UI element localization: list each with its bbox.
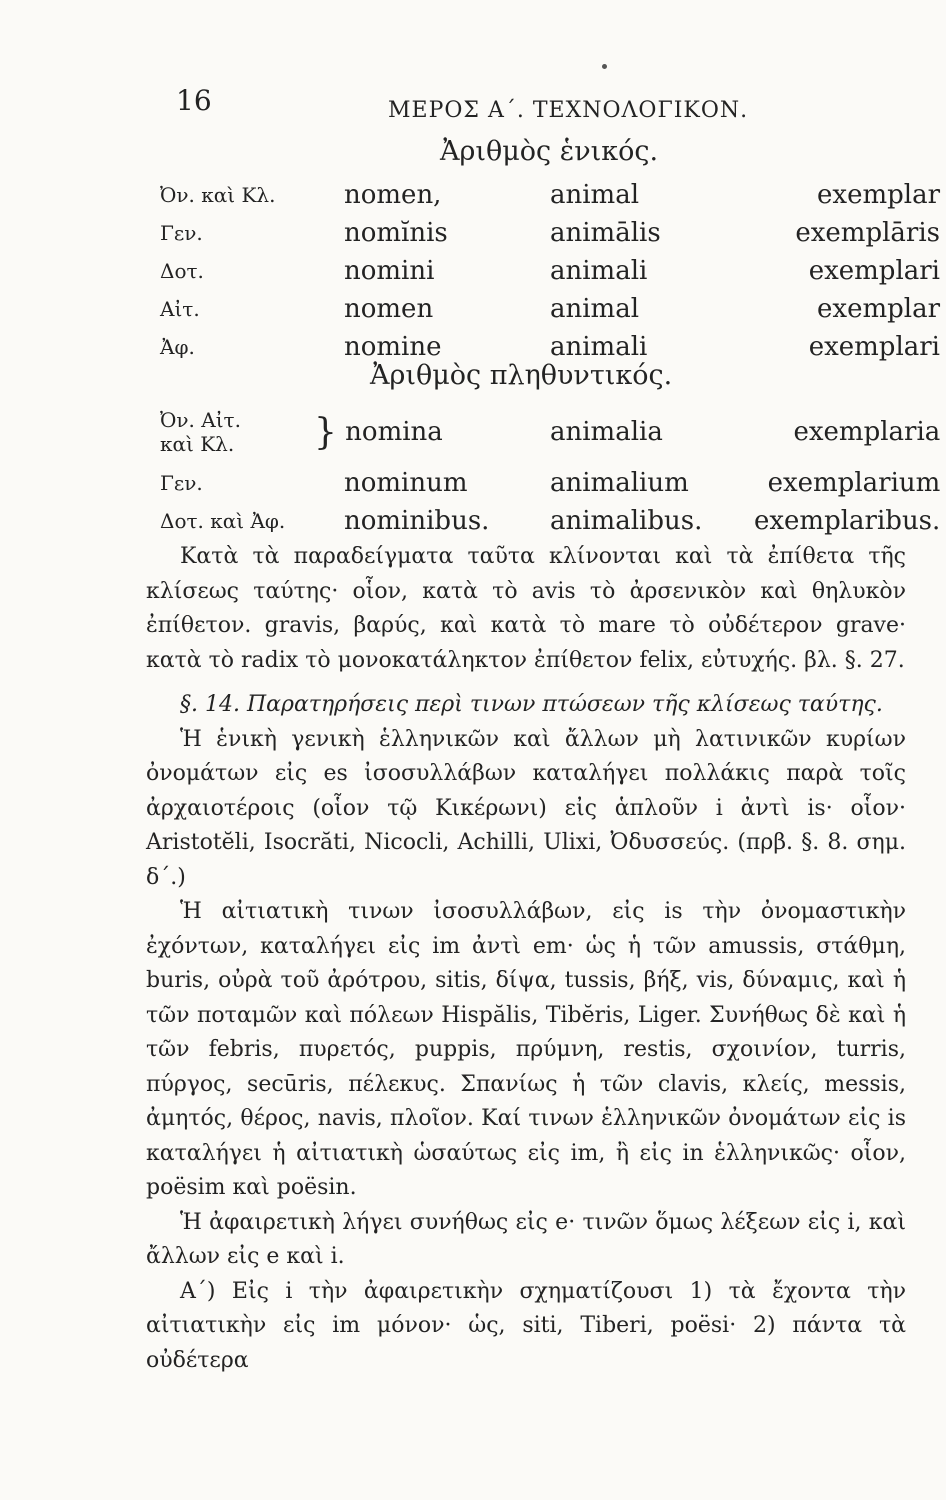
case-label-line: καὶ Κλ. [160, 432, 235, 456]
paragraph: Α΄) Εἰς i τὴν ἀφαιρετικὴν σχηματίζουσι 1) τὰ ἔχοντα τὴν αἰτιατικὴν εἰς im μόνον· ὡς, siti, Tiberi, poësi· 2) πάντα τὰ οὐδέτερα [146, 1278, 906, 1373]
form-exemplar: exemplaribus. [754, 506, 941, 536]
form-nomen: nomĭnis [344, 218, 448, 248]
form-nomen [314, 400, 550, 464]
case-label: Δοτ. καὶ Ἀφ. [160, 509, 286, 533]
form-animal: animal [550, 294, 640, 324]
singular-caption: Ἀριθμὸς ἑνικός. [440, 136, 659, 167]
form-exemplar: exemplar [817, 294, 940, 324]
table-row [160, 400, 940, 464]
table-row [160, 290, 940, 328]
paragraph: Κατὰ τὰ παραδείγματα ταῦτα κλίνονται καὶ τὰ ἐπίθετα τῆς κλίσεως ταύτης· οἷον, κατὰ τὸ avis τὸ ἀρσενικὸν καὶ θηλυκὸν ἐπίθετον. gravis, βαρύς, καὶ κατὰ τὸ mare τὸ οὐδέτερον grave· κατὰ τὸ radix τὸ μονοκατάληκτον ἐπίθετον felix, εὐτυχής. βλ. §. 27. [146, 544, 906, 673]
form-nomen: nomine [344, 332, 442, 362]
form-nomen: nominibus. [344, 506, 490, 536]
form-exemplar: exemplar [817, 180, 940, 210]
form-exemplar: exemplari [808, 332, 940, 362]
form-animal: animālis [550, 218, 661, 248]
form-text: nomina [345, 417, 443, 447]
page-header [0, 84, 946, 124]
case-label-line: Ὀν. Αἰτ. [160, 408, 241, 432]
form-nomen: nominum [344, 468, 468, 498]
case-label: Ἀφ. [160, 335, 195, 359]
form-animal: animali [550, 256, 648, 286]
form-nomen: nomini [344, 256, 435, 286]
plural-caption: Ἀριθμὸς πληθυντικός. [370, 360, 673, 391]
paragraph: Ἡ ἀφαιρετικὴ λήγει συνήθως εἰς e· τινῶν ὅμως λέξεων εἰς i, καὶ ἄλλων εἰς e καὶ i. [146, 1209, 906, 1269]
page-number: 16 [176, 84, 212, 117]
table-row [160, 252, 940, 290]
case-label: Δοτ. [160, 259, 204, 283]
table-row [160, 464, 940, 502]
brace-glyph: } [314, 412, 337, 453]
form-animal: animalibus. [550, 506, 703, 536]
table-row [160, 502, 940, 540]
form-nomen: nomen, [344, 180, 442, 210]
case-label: Αἰτ. [160, 297, 200, 321]
form-animal: animalia [550, 417, 663, 447]
table-row [160, 176, 940, 214]
paragraph: Ἡ ἑνικὴ γενικὴ ἑλληνικῶν καὶ ἄλλων μὴ λατινικῶν κυρίων ὀνομάτων εἰς es ἰσοσυλλάβων καταλήγει πολλάκις παρὰ τοῖς ἀρχαιοτέροις (οἷον τῷ Κικέρωνι) εἰς ἁπλοῦν i ἀντὶ is· οἷον· Aristotĕli, Isocrăti, Nicocli, Achilli, Ulixi, Ὀδυσσεύς. (πρβ. §. 8. σημ. δ΄.) [146, 726, 906, 890]
case-label: Γεν. [160, 471, 203, 495]
form-nomen: nomen [344, 294, 434, 324]
form-exemplar: exemplari [808, 256, 940, 286]
running-head: ΜΕΡΟΣ Α΄. ΤΕΧΝΟΛΟΓΙΚΟΝ. [388, 98, 749, 123]
paragraph: Ἡ αἰτιατικὴ τινων ἰσοσυλλάβων, εἰς is τὴν ὀνομαστικὴν ἐχόντων, καταλήγει εἰς im ἀντὶ em· ὡς ἡ τῶν amussis, στάθμη, buris, οὐρὰ τοῦ ἀρότρου, sitis, δίψα, tussis, βήξ, vis, δύναμις, καὶ ἡ τῶν ποταμῶν καὶ πόλεων Hispălis, Tibĕris, Liger. Συνήθως δὲ καὶ ἡ τῶν febris, πυρετός, puppis, πρύμνη, restis, σχοινίον, turris, πύργος, secūris, πέλεκυς. Σπανίως ἡ τῶν clavis, κλείς, messis, ἀμητός, θέρος, navis, πλοῖον. Καί τινων ἑλληνικῶν ὀνομάτων εἰς is καταλήγει ἡ αἰτιατικὴ ὡσαύτως εἰς im, ἢ εἰς in ἑλληνικῶς· οἷον, poësim καὶ poësin. [146, 899, 906, 1200]
section-heading: §. 14. Παρατηρήσεις περὶ τινων πτώσεων τῆς κλίσεως ταύτης. [180, 692, 883, 717]
case-label: Γεν. [160, 221, 203, 245]
plural-declension-table [160, 400, 940, 540]
body-text [146, 540, 906, 1378]
ink-speck [602, 64, 607, 69]
form-animal: animali [550, 332, 648, 362]
form-exemplar: exemplāris [795, 218, 940, 248]
form-animal: animal [550, 180, 640, 210]
case-label: Ὀν. καὶ Κλ. [160, 183, 276, 207]
form-exemplar: exemplaria [793, 417, 941, 447]
form-animal: animalium [550, 468, 689, 498]
form-exemplar: exemplarium [767, 468, 941, 498]
table-row [160, 214, 940, 252]
singular-declension-table [160, 176, 940, 366]
